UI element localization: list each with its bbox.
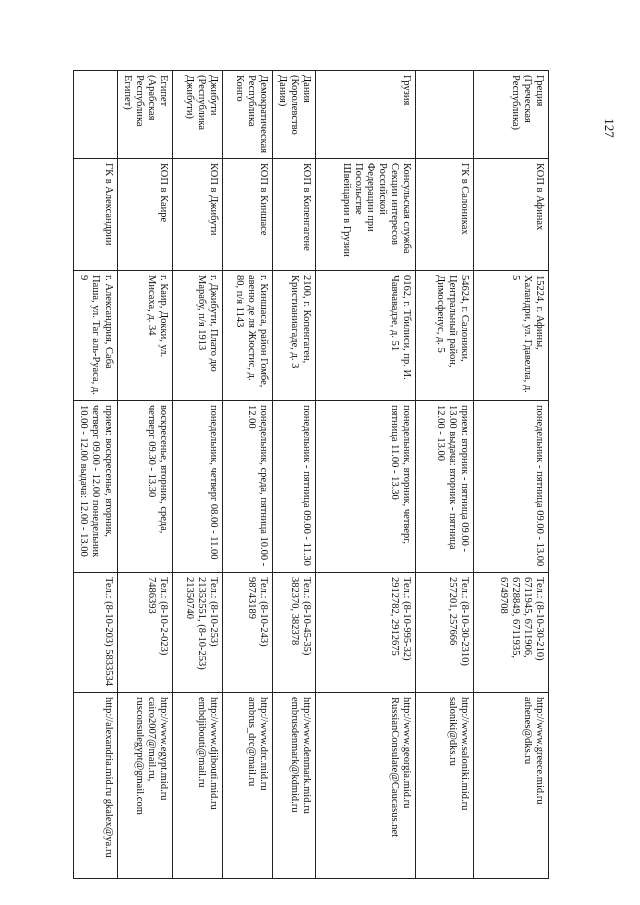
table-body xyxy=(74,71,549,879)
hours-cell: понедельник - пятница 09.00 - 13.00 xyxy=(474,401,549,573)
country-cell: Демократическая Республика Конго xyxy=(222,71,272,159)
phone-cell: Тел.: (8-10-45-35) 382370, 382378 xyxy=(272,573,315,693)
country-cell: Дания (Королевство Дания) xyxy=(272,71,315,159)
address-cell: 0162, г. Тбилиси, пр. И. Чавчавадзе, д. 51 xyxy=(316,271,416,401)
table-row xyxy=(222,71,272,879)
hours-cell: прием: вторник - пятница 09.00 - 13.00 выдача: вторник - пятница 12.00 - 13.00 xyxy=(416,401,474,573)
table-row xyxy=(172,71,222,879)
web-cell: http://www.greece.mid.ru athenes@dks.ru xyxy=(474,693,549,879)
phone-cell: Тел.: (8-10-203) 5833534 xyxy=(74,573,117,693)
hours-cell: понедельник, среда, пятница 10.00 - 12.00 xyxy=(222,401,272,573)
office-cell: КОП в Джибути xyxy=(172,159,222,271)
address-cell: 2100, г. Копенгаген, Кристианиагаде, д. 3 xyxy=(272,271,315,401)
address-cell: г. Александрия, Саба Паша, ул. Таг аль-Руаса, д. 9 xyxy=(74,271,117,401)
country-cell xyxy=(416,71,474,159)
phone-cell: Тел.: (8-10-243) 98743189 xyxy=(222,573,272,693)
phone-cell: Тел.: (8-10-2-023) 7486393 xyxy=(117,573,172,693)
country-cell: Египет (Арабская Республика Египет) xyxy=(117,71,172,159)
consular-offices-table xyxy=(73,70,549,879)
address-cell: 54624, г. Салоники, Центральный район, Димосфенус, д. 5 xyxy=(416,271,474,401)
office-cell: КОП в Киншасе xyxy=(222,159,272,271)
web-cell: http://www.djibouti.mid.ru embdjibouti@mail.ru xyxy=(172,693,222,879)
web-cell: http://www.denmark.mid.ru embrusdenmark@kdmid.ru xyxy=(272,693,315,879)
country-cell xyxy=(74,71,117,159)
table-row xyxy=(272,71,315,879)
table-row xyxy=(416,71,474,879)
office-cell: ГК в Салониках xyxy=(416,159,474,271)
hours-cell: понедельник - пятница 09.00 - 11.30 xyxy=(272,401,315,573)
office-cell: КОП в Афинах xyxy=(474,159,549,271)
address-cell: г. Каир, Докки, ул. Мисаха, д. 34 xyxy=(117,271,172,401)
phone-cell: Тел.: (8-10-30-210) 6711945, 6711906, 6728849, 6711935, 6749708 xyxy=(474,573,549,693)
web-cell: http://www.drc.mid.ru ambrus_drc@mail.ru xyxy=(222,693,272,879)
country-cell: Греция (Греческая Республика) xyxy=(474,71,549,159)
office-cell: КОП в Копенгагене xyxy=(272,159,315,271)
phone-cell: Тел.: (8-10-30-2310) 257201, 257666 xyxy=(416,573,474,693)
office-cell: Консульская служба Секции интересов Российской Федерации при Посольстве Швейцарии в Грузии xyxy=(316,159,416,271)
table-row xyxy=(74,71,117,879)
phone-cell: Тел.: (8-10-995-32) 2912782, 2912675 xyxy=(316,573,416,693)
country-cell: Джибути (Республика Джибути) xyxy=(172,71,222,159)
country-cell: Грузия xyxy=(316,71,416,159)
address-cell: 15224, г. Афины, Халандри, ул. Гдавелла, д. 5 xyxy=(474,271,549,401)
office-cell: КОП в Каире xyxy=(117,159,172,271)
address-cell: г. Джибути, Плато дю Марабу, п/я 1913 xyxy=(172,271,222,401)
document-table-area xyxy=(78,70,549,878)
phone-cell: Тел.: (8-10-253) 21352551, (8-10-253) 21350740 xyxy=(172,573,222,693)
rotated-table-wrapper xyxy=(78,70,549,878)
table-row xyxy=(316,71,416,879)
page-number: 127 xyxy=(601,118,617,138)
hours-cell: прием: воскресенье, вторник, четверг 09.00 - 12.00 понедельник 10.00 - 12.00 выдача: 12.00 - 13.00 xyxy=(74,401,117,573)
web-cell: http://www.egypt.mid.ru cairo2007@mail.ru, rusconsulegypt@gmail.com xyxy=(117,693,172,879)
web-cell: http://alexandria.mid.ru gkalex@ya.ru xyxy=(74,693,117,879)
table-row xyxy=(474,71,549,879)
web-cell: http://www.georgia.mid.ru RussianConsulate@Caucasus.net xyxy=(316,693,416,879)
table-row xyxy=(117,71,172,879)
office-cell: ГК в Александрии xyxy=(74,159,117,271)
address-cell: г. Киншаса, район Гомбе, авеню де ля Жюстис, д. 80, п/я 1143 xyxy=(222,271,272,401)
hours-cell: понедельник, четверг 08.00 - 11.00 xyxy=(172,401,222,573)
hours-cell: понедельник, вторник, четверг, пятница 11.00 - 13.30 xyxy=(316,401,416,573)
hours-cell: воскресенье, вторник, среда, четверг 09.30 - 13.30 xyxy=(117,401,172,573)
web-cell: http://www.saloniki.mid.ru saloniki@dks.ru xyxy=(416,693,474,879)
